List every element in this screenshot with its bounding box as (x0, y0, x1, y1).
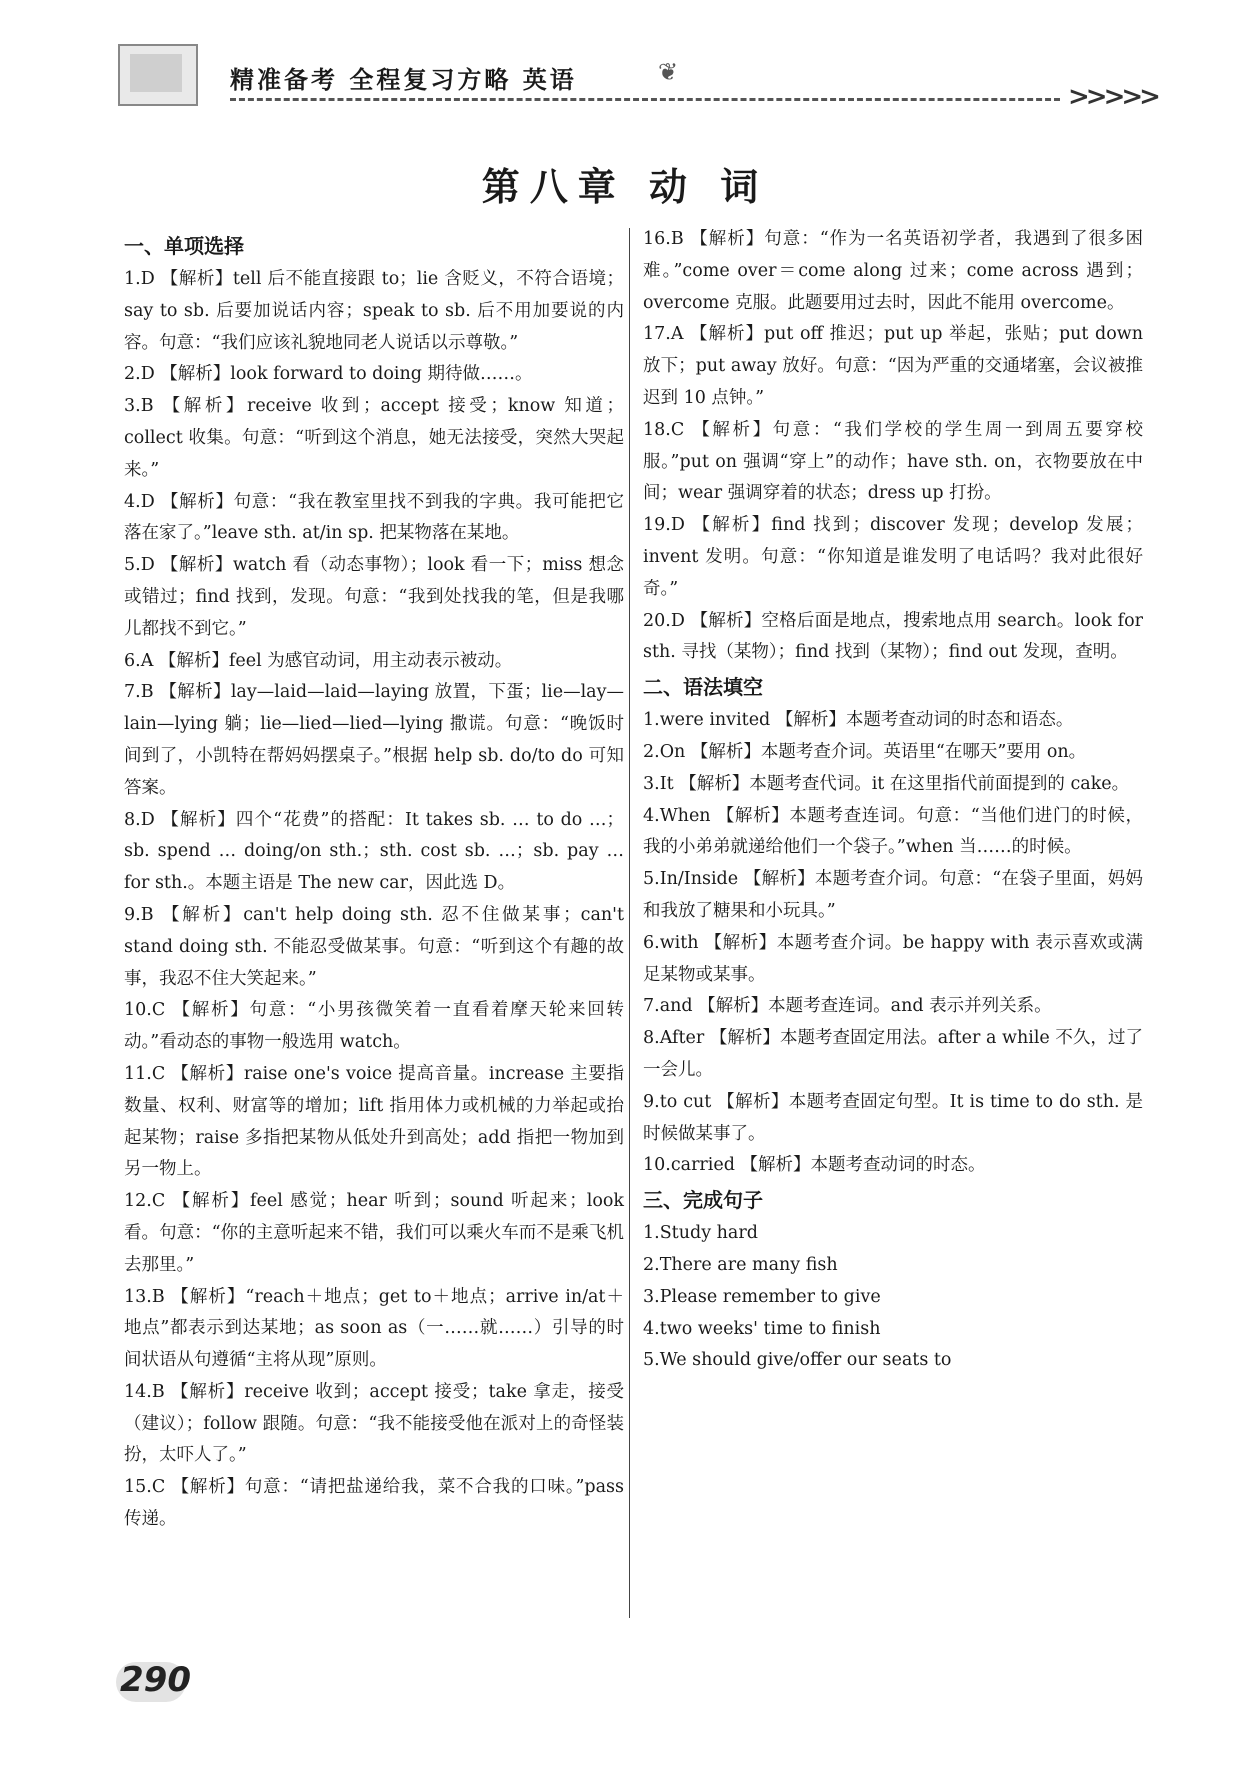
answer-item: 1.were invited 【解析】本题考查动词的时态和语态。 (643, 710, 1074, 731)
answer-item: 10.C 【解析】句意：“小男孩微笑着一直看着摩天轮来回转动。”看动态的事物一般选用 watch。 (124, 1000, 624, 1053)
answer-item: 9.B 【解析】can't help doing sth. 忍不住做某事；can't stand doing sth. 不能忍受做某事。句意：“听到这个有趣的故事，我忍不住大笑起来。” (124, 904, 624, 989)
answer-item: 15.C 【解析】句意：“请把盐递给我，菜不合我的口味。”pass 传递。 (124, 1477, 624, 1530)
page-header (118, 44, 1157, 114)
header-decoration (118, 44, 198, 106)
answer-item: 1.Study hard (643, 1223, 758, 1244)
answer-item: 17.A 【解析】put off 推迟；put up 举起，张贴；put down 放下；put away 放好。句意：“因为严重的交通堵塞，会议被推迟到 10 点钟。” (643, 324, 1143, 408)
answer-item: 16.B 【解析】句意：“作为一名英语初学者，我遇到了很多困难。”come over＝come along 过来；come across 遇到；overcome 克服。此题要用过去时，因此不能用 overcome。 (643, 229, 1143, 313)
answer-item: 3.Please remember to give (643, 1286, 881, 1307)
answer-item: 20.D 【解析】空格后面是地点，搜索地点用 search。look for sth. 寻找（某物）；find 找到（某物）；find out 发现，查明。 (643, 610, 1143, 663)
answer-item: 3.B 【解析】receive 收到；accept 接受；know 知道；collect 收集。句意：“听到这个消息，她无法接受，突然大哭起来。” (124, 396, 624, 480)
section-title-complete-sentences: 三、完成句子 (643, 1188, 763, 1213)
header-title: 精准备考 全程复习方略 英语 (230, 65, 577, 94)
answer-item: 4.When 【解析】本题考查连词。句意：“当他们进门的时候，我的小弟弟就递给他们一个袋子。”when 当……的时候。 (643, 805, 1143, 858)
answer-item: 9.to cut 【解析】本题考查固定句型。It is time to do sth. 是时候做某事了。 (643, 1091, 1143, 1144)
answer-item: 5.In/Inside 【解析】本题考查介词。句意：“在袋子里面，妈妈和我放了糖果和小玩具。” (643, 869, 1143, 921)
answer-item: 7.and 【解析】本题考查连词。and 表示并列关系。 (643, 996, 1052, 1017)
section-title-single-choice: 一、单项选择 (124, 234, 244, 258)
answer-item: 2.On 【解析】本题考查介词。英语里“在哪天”要用 on。 (643, 741, 1087, 762)
answer-item: 12.C 【解析】feel 感觉；hear 听到；sound 听起来；look 看。句意：“你的主意听起来不错，我们可以乘火车而不是乘飞机去那里。” (124, 1191, 624, 1275)
answer-item: 6.A 【解析】feel 为感官动词，用主动表示被动。 (124, 650, 513, 671)
answer-item: 4.two weeks' time to finish (643, 1318, 881, 1339)
section-title-grammar-fill: 二、语法填空 (643, 675, 763, 700)
chapter-title: 第八章 动 词 (481, 164, 769, 209)
answer-item: 19.D 【解析】find 找到；discover 发现；develop 发展；invent 发明。句意：“你知道是谁发明了电话吗？我对此很好奇。” (643, 515, 1143, 599)
answer-item: 2.D 【解析】look forward to doing 期待做……。 (124, 364, 533, 385)
answer-item: 1.D 【解析】tell 后不能直接跟 to；lie 含贬义，不符合语境；say to sb. 后要加说话内容；speak to sb. 后不用加要说的内容。句意：“我们应该礼貌地同老人说话以示尊敬。” (124, 269, 624, 353)
answer-item: 2.There are many fish (643, 1254, 838, 1275)
right-column (643, 224, 1143, 1377)
left-column (124, 228, 624, 1536)
answer-item: 3.It 【解析】本题考查代词。it 在这里指代前面提到的 cake。 (643, 773, 1130, 794)
answer-item: 8.D 【解析】四个“花费”的搭配：It takes sb. … to do …；sb. spend … doing/on sth.；sth. cost sb. …；sb. pay … for sth.。本题主语是 The new car，因此选 D。 (124, 809, 624, 894)
answer-item: 11.C 【解析】raise one's voice 提高音量。increase 主要指数量、权利、财富等的增加；lift 指用体力或机械的力举起或抬起某物；raise 多指把某物从低处升到高处；add 指把一物加到另一物上。 (124, 1063, 624, 1180)
answer-item: 13.B 【解析】“reach＋地点；get to＋地点；arrive in/at＋地点”都表示到达某地；as soon as（一……就……）引导的时间状语从句遵循“主将从现”原则。 (124, 1286, 624, 1371)
answer-item: 14.B 【解析】receive 收到；accept 接受；take 拿走，接受（建议）；follow 跟随。句意：“我不能接受他在派对上的奇怪装扮，太吓人了。” (124, 1381, 624, 1466)
leaf-icon: ❦ (658, 58, 679, 86)
page-number: 290 (120, 1660, 191, 1700)
answer-item: 6.with 【解析】本题考查介词。be happy with 表示喜欢或满足某物或某事。 (643, 932, 1143, 985)
header-arrows: >>>>> (1068, 82, 1157, 112)
header-divider (230, 98, 1060, 101)
answer-item: 5.We should give/offer our seats to (643, 1350, 952, 1371)
answer-item: 18.C 【解析】句意：“我们学校的学生周一到周五要穿校服。”put on 强调“穿上”的动作；have sth. on，衣物要放在中间；wear 强调穿着的状态；dress up 打扮。 (643, 419, 1143, 504)
answer-item: 7.B 【解析】lay—laid—laid—laying 放置，下蛋；lie—lay—lain—lying 躺；lie—lied—lied—lying 撒谎。句意：“晚饭时间到了，小凯特在帮妈妈摆桌子。”根据 help sb. do/to do 可知答案。 (124, 682, 624, 798)
answer-item: 5.D 【解析】watch 看（动态事物）；look 看一下；miss 想念或错过；find 找到，发现。句意：“我到处找我的笔，但是我哪儿都找不到它。” (124, 555, 624, 639)
answer-item: 8.After 【解析】本题考查固定用法。after a while 不久，过了一会儿。 (643, 1028, 1143, 1080)
answer-item: 10.carried 【解析】本题考查动词的时态。 (643, 1155, 986, 1176)
column-divider (629, 228, 630, 1618)
answer-item: 4.D 【解析】句意：“我在教室里找不到我的字典。我可能把它落在家了。”leave sth. at/in sp. 把某物落在某地。 (124, 491, 624, 544)
